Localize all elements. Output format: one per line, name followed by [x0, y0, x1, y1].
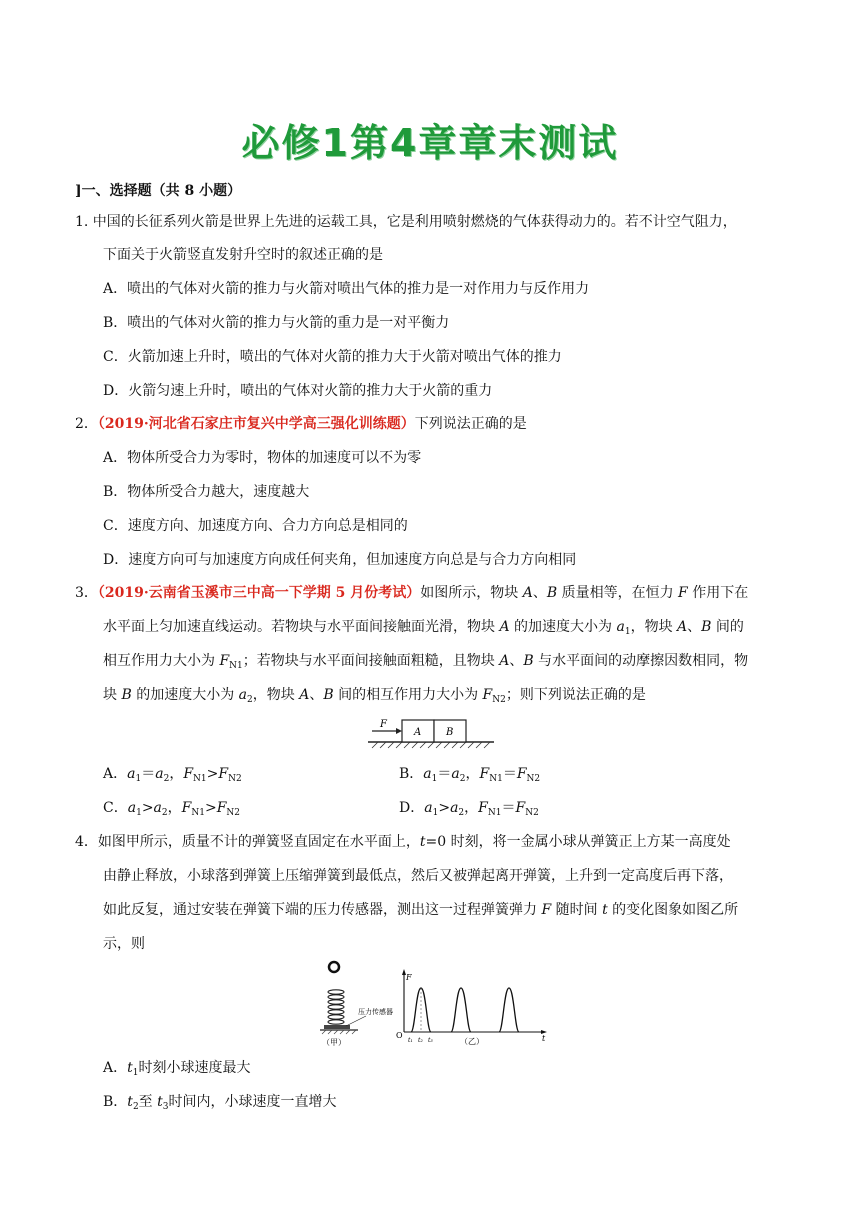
option-var: F: [183, 766, 194, 782]
option-label: A．: [103, 1060, 128, 1076]
option-op: ＝: [502, 766, 517, 782]
q3-text: ；则下列说法正确的是: [505, 687, 646, 703]
q3-text: 与水平面间的动摩擦因数相同，物: [533, 653, 749, 669]
q4-text: 随时间: [551, 902, 603, 918]
q3-text: 的加速度大小为: [131, 687, 239, 703]
option-var: a: [127, 766, 136, 782]
force-pulse-2: [451, 988, 471, 1032]
q4-var: F: [541, 902, 552, 918]
q2-source: （2019·河北省石家庄市复兴中学高三强化训练题）: [97, 416, 415, 432]
q1-option-c: C．火箭加速上升时，喷出的气体对火箭的推力大于火箭对喷出气体的推力: [103, 349, 562, 365]
option-sub: 2: [161, 808, 168, 818]
q1-option-b: B．喷出的气体对火箭的推力与火箭的重力是一对平衡力: [103, 315, 450, 331]
q3-var: A: [499, 653, 510, 669]
option-var: F: [515, 800, 526, 816]
option-var: a: [127, 800, 137, 816]
option-sub: N2: [526, 774, 541, 784]
q4-spring-figure: [318, 958, 550, 1050]
q3-text: 如图所示，物块: [420, 585, 523, 601]
option-op: >: [141, 800, 154, 816]
q4-stem-line1: [75, 832, 731, 852]
option-sub: 1: [136, 808, 142, 818]
q3-var: F: [482, 687, 493, 703]
q4-var: t: [419, 834, 426, 850]
sensor-pointer: [346, 1016, 366, 1026]
option-label: B．: [399, 766, 424, 782]
option-var: t: [157, 1094, 163, 1110]
f-axis-label: F: [406, 973, 412, 982]
q2-option-d: D．速度方向可与加速度方向成任何夹角，但加速度方向总是与合力方向相同: [103, 552, 577, 568]
q3-subscript: N1: [229, 661, 243, 671]
option-label: A．: [103, 766, 128, 782]
option-op: >: [438, 800, 451, 816]
force-arrow-head: [396, 728, 402, 734]
option-sub: 1: [132, 1068, 139, 1078]
option-text: 至: [138, 1094, 158, 1110]
q4-stem-line3: [103, 900, 738, 920]
q3-option-a: [103, 764, 242, 789]
q3-text: 、: [532, 585, 547, 601]
q4-text: 如此反复，通过安装在弹簧下端的压力传感器，测出这一过程弹簧弹力: [103, 902, 542, 918]
q3-source: （2019·云南省玉溪市三中高一下学期 5 月份考试）: [97, 585, 421, 601]
option-sub: 3: [162, 1102, 169, 1112]
q2-option-c: C．速度方向、加速度方向、合力方向总是相同的: [103, 518, 408, 534]
q3-option-b: [399, 764, 540, 789]
sensor-label: 压力传感器: [358, 1008, 393, 1016]
q3-stem-line3: [103, 651, 748, 676]
q3-text: 间的: [711, 619, 744, 635]
option-var: F: [218, 766, 229, 782]
q3-var: B: [546, 585, 558, 601]
option-sub: N1: [191, 808, 205, 818]
q3-text: ，物块: [252, 687, 300, 703]
option-sub: N2: [226, 808, 241, 818]
option-var: a: [423, 766, 432, 782]
option-sep: ，: [465, 766, 480, 782]
t2-tick: t₂: [418, 1037, 423, 1044]
q3-text: 、: [309, 687, 324, 703]
q4-option-a: [103, 1058, 251, 1083]
block-b-label: B: [446, 727, 454, 738]
figure-jia-label: （甲）: [322, 1038, 346, 1047]
q3-text: 、: [509, 653, 524, 669]
option-op: ＝: [437, 766, 452, 782]
option-label: D．: [399, 800, 425, 816]
q3-subscript: 1: [624, 627, 631, 637]
q3-var: A: [499, 619, 510, 635]
ground-hatch: [372, 742, 490, 748]
q3-subscript: N2: [492, 695, 506, 705]
q3-text: 的加速度大小为: [509, 619, 617, 635]
option-var: a: [451, 766, 460, 782]
force-label: F: [380, 719, 387, 730]
q3-var: B: [701, 619, 712, 635]
q3-var: A: [522, 585, 533, 601]
q2-number: 2．: [75, 416, 98, 432]
q2-stem: [75, 414, 527, 434]
option-sub: N2: [228, 774, 242, 784]
option-var: t: [127, 1094, 133, 1110]
option-sep: ，: [169, 766, 184, 782]
q3-text: ；若物块与水平面间接触面粗糙，且物块: [242, 653, 500, 669]
option-var: a: [450, 800, 459, 816]
q3-var: a: [616, 619, 625, 635]
option-op: ＝: [141, 766, 156, 782]
q3-var: B: [323, 687, 334, 703]
q4-stem-line2: 由静止释放，小球落到弹簧上压缩弹簧到最低点，然后又被弹起离开弹簧，上升到一定高度后再下落，: [103, 868, 733, 884]
q4-text: =0 时刻，将一金属小球从弹簧正上方某一高度处: [425, 834, 731, 850]
q1-option-a: A．喷出的气体对火箭的推力与火箭对喷出气体的推力是一对作用力与反作用力: [103, 281, 590, 297]
q3-text: 块: [103, 687, 122, 703]
q3-text: 间的相互作用力大小为: [333, 687, 483, 703]
q1-stem-line1: 1. 中国的长征系列火箭是世界上先进的运载工具，它是利用喷射燃烧的气体获得动力的。若不计空气阻力，: [75, 214, 737, 230]
option-op: >: [204, 800, 217, 816]
q2-option-a: A．物体所受合力为零时，物体的加速度可以不为零: [103, 450, 422, 466]
q3-option-c: [103, 798, 240, 823]
spring-coil: [328, 990, 344, 1024]
option-var: F: [478, 800, 488, 816]
option-var: F: [516, 766, 527, 782]
q3-stem-line2: [103, 617, 744, 642]
figure-yi-label: （乙）: [460, 1037, 484, 1046]
option-op: >: [206, 766, 219, 782]
option-sub: N1: [193, 774, 207, 784]
option-sub: 2: [459, 774, 466, 784]
q3-text: 水平面上匀加速直线运动。若物块与水平面间接触面光滑，物块: [103, 619, 500, 635]
section-heading: ]一、选择题（共 8 小题）: [75, 183, 242, 199]
page-title: 必修1第4章章末测试: [241, 121, 619, 165]
option-text: 时间内，小球速度一直增大: [168, 1094, 337, 1110]
q2-stem-text: 下列说法正确的是: [414, 416, 527, 432]
q4-option-b: [103, 1092, 337, 1117]
t1-tick: t₁: [408, 1037, 413, 1044]
option-text: 时刻小球速度最大: [138, 1060, 251, 1076]
q3-var: F: [219, 653, 230, 669]
option-sep: ，: [167, 800, 182, 816]
q3-subscript: 2: [247, 695, 253, 705]
q4-stem-line4: 示，则: [103, 936, 145, 952]
block-a-label: A: [414, 727, 422, 738]
q2-option-b: B．物体所受合力越大，速度越大: [103, 484, 310, 500]
q3-text: 质量相等，在恒力: [557, 585, 679, 601]
option-sub: 1: [135, 774, 142, 784]
option-sub: 1: [432, 808, 439, 818]
t-axis-label: t: [542, 1034, 546, 1043]
option-sub: N2: [525, 808, 539, 818]
q3-stem-line4: [103, 685, 646, 710]
q3-text: 相互作用力大小为: [103, 653, 220, 669]
option-label: B．: [103, 1094, 128, 1110]
q3-var: F: [678, 585, 688, 601]
q1-option-d: D．火箭匀速上升时，喷出的气体对火箭的推力大于火箭的重力: [103, 383, 493, 399]
q3-text: 、: [687, 619, 702, 635]
q3-var: B: [121, 687, 132, 703]
pressure-sensor: [324, 1025, 350, 1029]
option-sub: N1: [487, 808, 502, 818]
option-label: C．: [103, 800, 128, 816]
q3-var: B: [523, 653, 534, 669]
q3-var: A: [299, 687, 310, 703]
option-sub: 2: [132, 1102, 139, 1112]
option-var: F: [479, 766, 490, 782]
option-sub: N1: [489, 774, 503, 784]
q3-var: a: [238, 687, 248, 703]
option-sub: 1: [431, 774, 438, 784]
option-var: F: [181, 800, 192, 816]
t3-tick: t₃: [428, 1037, 433, 1044]
option-var: a: [153, 800, 162, 816]
option-sub: 2: [163, 774, 170, 784]
force-pulse-3: [499, 988, 519, 1032]
option-var: a: [155, 766, 164, 782]
q3-var: A: [677, 619, 688, 635]
q3-option-d: [399, 798, 539, 823]
origin-label: O: [396, 1031, 403, 1040]
q3-blocks-figure: [368, 716, 494, 750]
option-var: a: [424, 800, 433, 816]
option-sep: ，: [464, 800, 479, 816]
q1-stem-line2: 下面关于火箭竖直发射升空时的叙述正确的是: [103, 247, 383, 263]
option-sub: 2: [458, 808, 465, 818]
q3-number: 3．: [75, 585, 98, 601]
q4-text: 的变化图象如图乙所: [607, 902, 739, 918]
q3-text: 作用下在: [687, 585, 749, 601]
q4-text: 4．如图甲所示，质量不计的弹簧竖直固定在水平面上，: [75, 834, 420, 850]
q3-text: ，物块: [630, 619, 678, 635]
option-op: ＝: [501, 800, 516, 816]
option-var: t: [127, 1060, 133, 1076]
metal-ball: [329, 962, 339, 972]
q4-var: t: [602, 902, 608, 918]
q3-stem-line1: [75, 583, 748, 603]
option-var: F: [216, 800, 227, 816]
